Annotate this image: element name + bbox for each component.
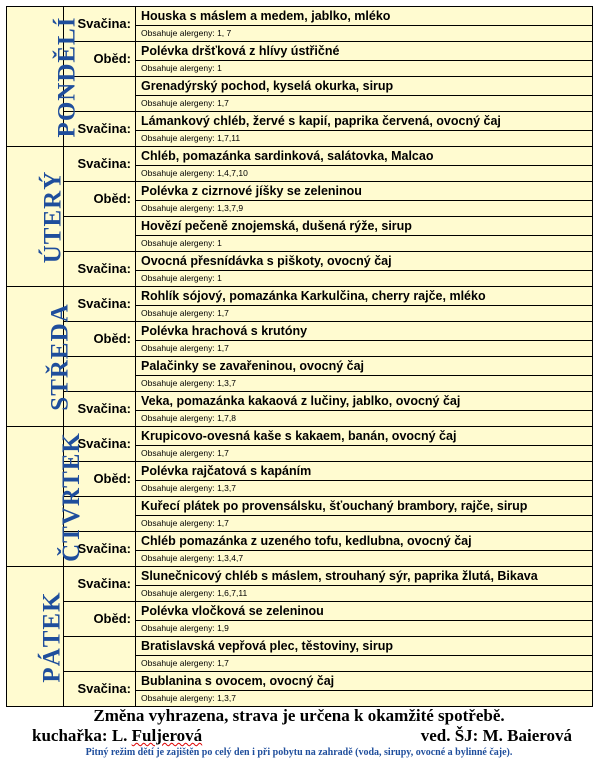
meal-label: Svačina:: [77, 16, 131, 31]
meal-label: Svačina:: [77, 576, 131, 591]
meal-label: Oběd:: [93, 331, 131, 346]
day-name: PÁTEK: [38, 590, 66, 683]
menu-row: [7, 672, 593, 707]
meal-cell: [136, 287, 593, 322]
dish-name: Bublanina s ovocem, ovocný čaj: [136, 672, 592, 691]
meal-cell: [136, 182, 593, 217]
cook-credit: kuchařka: L. Fuljerová: [32, 726, 203, 745]
menu-row: [7, 532, 593, 567]
menu-row: [7, 392, 593, 427]
meal-label: [131, 86, 135, 101]
drinking-regime-note: Pitný režim dětí je zajištěn po celý den i při pobytu na zahradě (voda, sirupy, ovocné a bylinné čaje).: [85, 747, 513, 758]
meal-label: Oběd:: [93, 471, 131, 486]
meal-label: Oběd:: [93, 191, 131, 206]
meal-label: Svačina:: [77, 261, 131, 276]
meal-label-cell: [64, 672, 136, 707]
menu-row: [7, 182, 593, 217]
meal-cell: [136, 567, 593, 602]
dish-name: Ovocná přesnídávka s piškoty, ovocný čaj: [136, 252, 592, 271]
meal-label: Oběd:: [93, 51, 131, 66]
dish-name: Kuřecí plátek po provensálsku, šťouchaný brambory, rajče, sirup: [136, 497, 592, 516]
menu-row: [7, 357, 593, 392]
meal-label: [131, 506, 135, 521]
menu-row: [7, 637, 593, 672]
meal-cell: [136, 322, 593, 357]
meal-label-cell: [64, 217, 136, 252]
menu-row: [7, 567, 593, 602]
meal-cell: [136, 357, 593, 392]
meal-label-cell: [64, 602, 136, 637]
dish-name: Polévka vločková se zeleninou: [136, 602, 592, 621]
allergens-text: Obsahuje alergeny: 1,7,11: [136, 131, 592, 145]
meal-cell: [136, 427, 593, 462]
meal-label-cell: [64, 567, 136, 602]
dish-name: Veka, pomazánka kakaová z lučiny, jablko, ovocný čaj: [136, 392, 592, 411]
meal-cell: [136, 672, 593, 707]
meal-label: [131, 366, 135, 381]
notice-text: Změna vyhrazena, strava je určena k okamžité spotřebě.: [93, 706, 505, 725]
allergens-text: Obsahuje alergeny: 1: [136, 236, 592, 250]
menu-row: [7, 497, 593, 532]
day-cell: [7, 567, 64, 707]
allergens-text: Obsahuje alergeny: 1,3,4,7: [136, 551, 592, 565]
allergens-text: Obsahuje alergeny: 1,3,7: [136, 376, 592, 390]
dish-name: Palačinky se zavařeninou, ovocný čaj: [136, 357, 592, 376]
day-cell: [7, 427, 85, 567]
meal-cell: [136, 42, 593, 77]
day-name: ČTVRTEK: [57, 431, 85, 562]
meal-label: Svačina:: [77, 681, 131, 696]
allergens-text: Obsahuje alergeny: 1,7: [136, 656, 592, 670]
allergens-text: Obsahuje alergeny: 1,6,7,11: [136, 586, 592, 600]
dish-name: Rohlík sójový, pomazánka Karkulčina, cherry rajče, mléko: [136, 287, 592, 306]
meal-label: Svačina:: [77, 296, 131, 311]
meal-label-cell: [64, 147, 136, 182]
meal-label: Svačina:: [77, 541, 131, 556]
dish-name: Polévka hrachová s krutóny: [136, 322, 592, 341]
meal-cell: [136, 147, 593, 182]
dish-name: Lámankový chléb, žervé s kapií, paprika červená, ovocný čaj: [136, 112, 592, 131]
head-credit: ved. ŠJ: M. Baierová: [420, 726, 572, 745]
meal-cell: [136, 497, 593, 532]
meal-cell: [136, 112, 593, 147]
allergens-text: Obsahuje alergeny: 1: [136, 271, 592, 285]
allergens-text: Obsahuje alergeny: 1,7: [136, 96, 592, 110]
allergens-text: Obsahuje alergeny: 1: [136, 61, 592, 75]
allergens-text: Obsahuje alergeny: 1,3,7,9: [136, 201, 592, 215]
menu-row: [7, 427, 593, 462]
dish-name: Hovězí pečeně znojemská, dušená rýže, sirup: [136, 217, 592, 236]
menu-row: [7, 602, 593, 637]
dish-name: Polévka dršťková z hlívy ústřičné: [136, 42, 592, 61]
meal-label: Svačina:: [77, 156, 131, 171]
day-name: ÚTERÝ: [39, 170, 67, 263]
menu-row: [7, 322, 593, 357]
allergens-text: Obsahuje alergeny: 1,3,7: [136, 481, 592, 495]
meal-cell: [136, 462, 593, 497]
menu-row: [7, 77, 593, 112]
meal-label-cell: [64, 637, 136, 672]
menu-row: [7, 7, 593, 42]
meal-label: Svačina:: [77, 401, 131, 416]
dish-name: Houska s máslem a medem, jablko, mléko: [136, 7, 592, 26]
allergens-text: Obsahuje alergeny: 1,7: [136, 446, 592, 460]
dish-name: Polévka z cizrnové jíšky se zeleninou: [136, 182, 592, 201]
menu-row: [7, 287, 593, 322]
dish-name: Chléb, pomazánka sardinková, salátovka, Malcao: [136, 147, 592, 166]
dish-name: Polévka rajčatová s kapáním: [136, 462, 592, 481]
day-cell: [7, 7, 81, 147]
dish-name: Bratislavská vepřová plec, těstoviny, sirup: [136, 637, 592, 656]
weekly-menu-table: [6, 6, 593, 707]
meal-cell: [136, 7, 593, 42]
day-cell: [7, 287, 74, 427]
meal-label: Svačina:: [77, 436, 131, 451]
meal-label-cell: [64, 252, 136, 287]
day-name: STŘEDA: [46, 302, 74, 411]
meal-cell: [136, 77, 593, 112]
allergens-text: Obsahuje alergeny: 1, 7: [136, 26, 592, 40]
meal-label: [131, 646, 135, 661]
day-name: PONDĚLÍ: [53, 16, 81, 137]
day-cell: [7, 147, 67, 287]
meal-label: Svačina:: [77, 121, 131, 136]
meal-cell: [136, 392, 593, 427]
dish-name: Grenadýrský pochod, kyselá okurka, sirup: [136, 77, 592, 96]
menu-row: [7, 147, 593, 182]
dish-name: Chléb pomazánka z uzeného tofu, kedlubna, ovocný čaj: [136, 532, 592, 551]
allergens-text: Obsahuje alergeny: 1,7: [136, 306, 592, 320]
meal-label: [131, 226, 135, 241]
allergens-text: Obsahuje alergeny: 1,7,8: [136, 411, 592, 425]
allergens-text: Obsahuje alergeny: 1,9: [136, 621, 592, 635]
meal-cell: [136, 217, 593, 252]
allergens-text: Obsahuje alergeny: 1,7: [136, 516, 592, 530]
allergens-text: Obsahuje alergeny: 1,7: [136, 341, 592, 355]
meal-cell: [136, 532, 593, 567]
dish-name: Slunečnicový chléb s máslem, strouhaný sýr, paprika žlutá, Bikava: [136, 567, 592, 586]
staff-line: [32, 726, 572, 746]
dish-name: Krupicovo-ovesná kaše s kakaem, banán, ovocný čaj: [136, 427, 592, 446]
menu-row: [7, 462, 593, 497]
menu-row: [7, 252, 593, 287]
allergens-text: Obsahuje alergeny: 1,4,7,10: [136, 166, 592, 180]
menu-row: [7, 112, 593, 147]
meal-cell: [136, 602, 593, 637]
meal-label-cell: [64, 182, 136, 217]
meal-cell: [136, 637, 593, 672]
meal-cell: [136, 252, 593, 287]
menu-row: [7, 42, 593, 77]
meal-label: Oběd:: [93, 611, 131, 626]
menu-row: [7, 217, 593, 252]
allergens-text: Obsahuje alergeny: 1,3,7: [136, 691, 592, 705]
